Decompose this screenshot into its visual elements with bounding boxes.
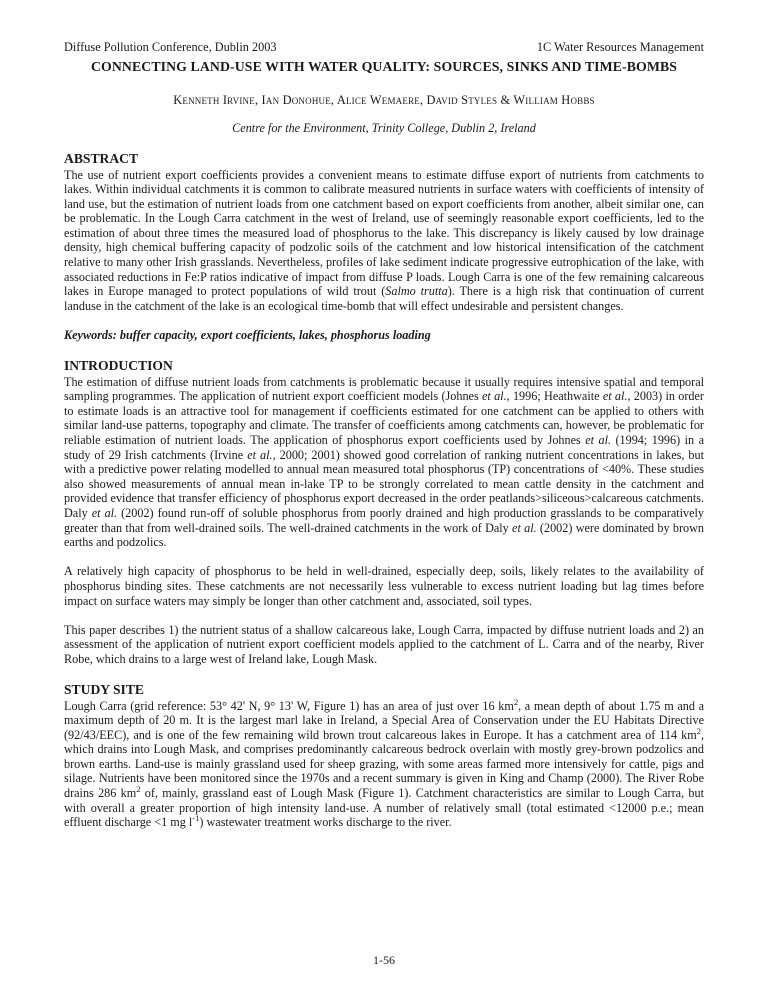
introduction-paragraph-2: A relatively high capacity of phosphorus to be held in well-drained, especially deep, soils, likely relates to the availability of phosphorus binding sites. These catchments are not necessarily less vulnerable to excess nutrient loading but lag times before impact on surface waters may simply be longer than other catchment and, associated, soil types. <box>64 564 704 608</box>
study-site-paragraph-1: Lough Carra (grid reference: 53° 42' N, 9° 13' W, Figure 1) has an area of just over 16 $km^2$, a mean depth of about 1.75 m and a maximum depth of 20 m. It is the largest marl lake in Ireland, a Special Area of Conservation under the EU Habitats Directive (92/43/EEC), and is one of the few remaining wild brown trout calcareous lakes in Europe. It has a catchment area of 114 $km^2$, which drains into Lough Mask, and comprises predominantly calcareous bedrock overlain with mostly grey-brown podzolics and brown earths. Land-use is mainly grassland used for sheep grazing, with some areas farmed more intensively for cattle, pigs and silage. Nutrients have been monitored since the 1970s and a recent summary is given in King and Champ (2000). The River Robe drains 286 $km^2$ of, mainly, grassland east of Lough Mask (Figure 1). Catchment characteristics are similar to Lough Carra, but with overall a greater proportion of high intensity land-use. A number of relatively small (total estimated <12000 p.e.; mean effluent discharge <1 mg $l^{-1}$) wastewater treatment works discharge to the river. <box>64 696 704 830</box>
paper-title: CONNECTING LAND-USE WITH WATER QUALITY: SOURCES, SINKS AND TIME-BOMBS <box>90 59 678 74</box>
page-number: 1-56 <box>373 953 395 967</box>
author-list: Kenneth Irvine, Ian Donohue, Alice Wemaere, David Styles & William Hobbs <box>173 92 595 107</box>
introduction-paragraph-3: This paper describes 1) the nutrient status of a shallow calcareous lake, Lough Carra, impacted by diffuse nutrient loads and 2) an assessment of the application of nutrient export coefficient models applied to the catchment of L. Carra and of the nearby, River Robe, which drains to a large west of Ireland lake, Lough Mask. <box>64 622 704 666</box>
conference-name: Diffuse Pollution Conference, Dublin 2003 <box>64 40 277 54</box>
keywords-line: Keywords: buffer capacity, export coefficients, lakes, phosphorus loading <box>64 328 431 343</box>
affiliation: Centre for the Environment, Trinity College, Dublin 2, Ireland <box>232 120 536 135</box>
abstract-paragraph: The use of nutrient export coefficients provides a convenient means to estimate diffuse export of nutrients from catchments to lakes. Within individual catchments it is common to calibrate measured nutrients in surface waters with coefficients of intensity of land use, but the estimation of nutrient loads from one catchment based on export coefficients from another, albeit similar one, can be problematic. In the Lough Carra catchment in the west of Ireland, use of seemingly reasonable export coefficients, led to the estimation of about three times the measured load of phosphorus to the lake. This discrepancy is likely caused by low drainage density, high chemical buffering capacity of podzolic soils of the catchment and low historical intensification of the catchment relative to many other Irish grasslands. Nevertheless, profiles of lake sediment indicate progressive eutrophication of the lake, with associated reductions in Fe:P ratios indicative of impact from diffuse P loads. Lough Carra is one of the few remaining calcareous lakes in Europe managed to protect populations of wild trout (Salmo trutta). There is a high risk that continuation of current landuse in the catchment of the lake is an ecological time-bomb that will effect undesirable and persistent changes. <box>64 167 705 313</box>
session-label: 1C Water Resources Management <box>536 40 704 54</box>
page-header <box>64 40 704 54</box>
section-heading-introduction: INTRODUCTION <box>64 357 173 373</box>
introduction-paragraph-1: The estimation of diffuse nutrient loads from catchments is problematic because it usually requires intensive spatial and temporal sampling programmes. The application of nutrient export coefficient models (Johnes et al., 1996; Heathwaite et al., 2003) in order to estimate loads is an attractive tool for management if coefficients estimated for one catchment can be applied to others with similar land-use patterns, topography and climate. The transfer of coefficients among catchments can, however, be problematic for reliable estimation of nutrient loads. The application of phosphorus export coefficients used by Johnes et al. (1994; 1996) in a study of 29 Irish catchments (Irvine et al., 2000; 2001) showed good correlation of ranking nutrient concentrations in lakes, but with a predictive power relating modelled to annual mean measured total phosphorus (TP) concentrations of <40%. These studies also showed measurements of annual mean in-lake TP to be strongly correlated to mean cattle density in the catchment and provided evidence that transfer efficiency of phosphorus export decreased in the order peatlands>siliceous>calcareous catchments. Daly et al. (2002) found run-off of soluble phosphorus from poorly drained and high production grasslands to be comparatively greater than that from well-drained soils. The well-drained catchments in the work of Daly et al. (2002) were dominated by brown earths and podzolics. <box>64 374 704 550</box>
section-heading-study-site: STUDY SITE <box>64 681 144 697</box>
section-heading-abstract: ABSTRACT <box>64 150 139 166</box>
